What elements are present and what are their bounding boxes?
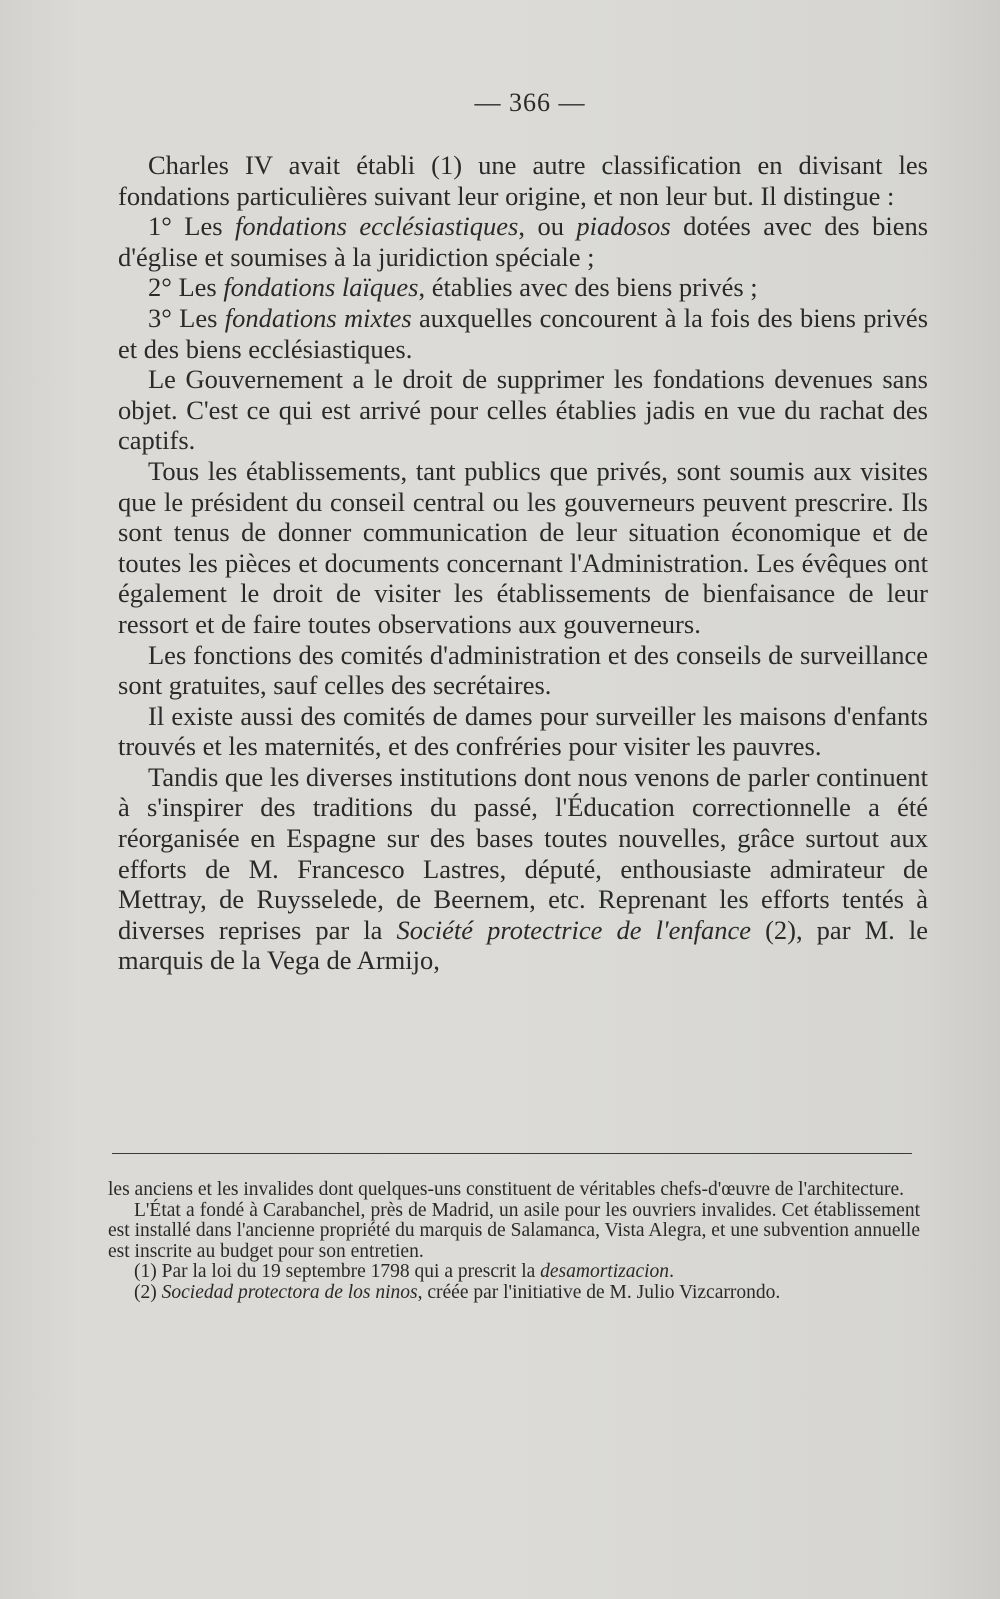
footnote-1 (108, 1262, 920, 1283)
italic-term: Sociedad protectora de los ninos (161, 1281, 418, 1303)
list-item-text: 2° Les (148, 272, 224, 303)
paragraph-visits: Tous les établissements, tant publics que privés, sont soumis aux visites que le président du conseil central ou les gouverneurs peuvent prescrire. Ils sont tenus de donner communication de leur situation économique et de toutes les pièces et documents concernant l'Administration. Les évêques ont également le droit de visiter les établissements de bienfaisance de leur ressort et de faire toutes observations aux gouverneurs. (118, 455, 928, 639)
footnote-carabanchel: L'État a fondé à Carabanchel, près de Madrid, un asile pour les ouvriers invalides. Cet établissement est installé dans l'ancienne propriété du marquis de Salamanca, Vista Alegra, et une subvention annuelle est inscrite au budget pour son entretien. (108, 1199, 920, 1262)
italic-term: piadosos (576, 211, 671, 242)
footnote-text: (1) Par la loi du 19 septembre 1798 qui a prescrit la (134, 1261, 541, 1282)
italic-term: fondations laïques (223, 272, 419, 303)
list-item-mixed (118, 303, 928, 364)
list-item-text: , établies avec des biens privés ; (418, 272, 758, 303)
paragraph-classification: Charles IV avait établi (1) une autre classification en divisant les fondations particulières suivant leur origine, et non leur but. Il distingue : (118, 150, 928, 211)
footnote-continuation: les anciens et les invalides dont quelques-uns constituent de véritables chefs-d'œuvre de l'architecture. (108, 1179, 904, 1200)
paragraph-functions: Les fonctions des comités d'administration et des conseils de surveillance sont gratuites, sauf celles des secrétaires. (118, 639, 928, 701)
italic-term: fondations mixtes (224, 302, 412, 333)
list-item-lay (118, 272, 928, 303)
footnotes (108, 1180, 920, 1303)
footnote-text: (2) (134, 1281, 162, 1303)
page-number: — 366 — (474, 88, 586, 117)
list-item-text: auxquelles concourent à la fois des biens privés et des biens ecclésiastiques. (118, 302, 929, 364)
footnote-text: , créée par l'initiative de M. Julio Vizcarrondo. (417, 1281, 781, 1303)
list-item-text: 1° Les (148, 211, 236, 242)
list-item-ecclesiastical (118, 211, 928, 272)
paragraph-text: Tandis que les diverses institutions dont nous venons de parler continuent à s'inspirer des traditions du passé, l'Éducation correctionnelle a été réorganisée en Espagne sur des bases toutes nouvelles, grâce surtout aux efforts de M. Francesco Lastres, député, enthousiaste admirateur de Mettray, de Ruysselede, de Beernem, etc. Reprenant les efforts tentés à diverses reprises par la (118, 761, 928, 945)
paragraph-committees: Il existe aussi des comités de dames pour surveiller les maisons d'enfants trouvés et les maternités, et des confréries pour visiter les pauvres. (118, 700, 928, 762)
footnote-text: . (669, 1261, 674, 1282)
italic-term: fondations ecclésiastiques (235, 211, 519, 242)
list-item-text: 3° Les (148, 302, 225, 333)
footnote-rule (112, 1153, 912, 1154)
list-item-text: , ou (518, 211, 577, 242)
main-text (118, 150, 928, 976)
list-item-text: dotées avec des biens d'église et soumises à la juridiction spéciale ; (118, 211, 929, 272)
italic-society-name: Société protectrice de l'enfance (396, 914, 751, 945)
paragraph-text: (2), par M. le marquis de la Vega de Armijo, (118, 914, 928, 976)
paragraph-correctional-education (118, 762, 928, 976)
footnote-2 (108, 1283, 920, 1304)
paragraph-government: Le Gouvernement a le droit de supprimer les fondations devenues sans objet. C'est ce qui est arrivé pour celles établies jadis en vue du rachat des captifs. (118, 364, 928, 456)
italic-term: desamortizacion (540, 1261, 670, 1282)
